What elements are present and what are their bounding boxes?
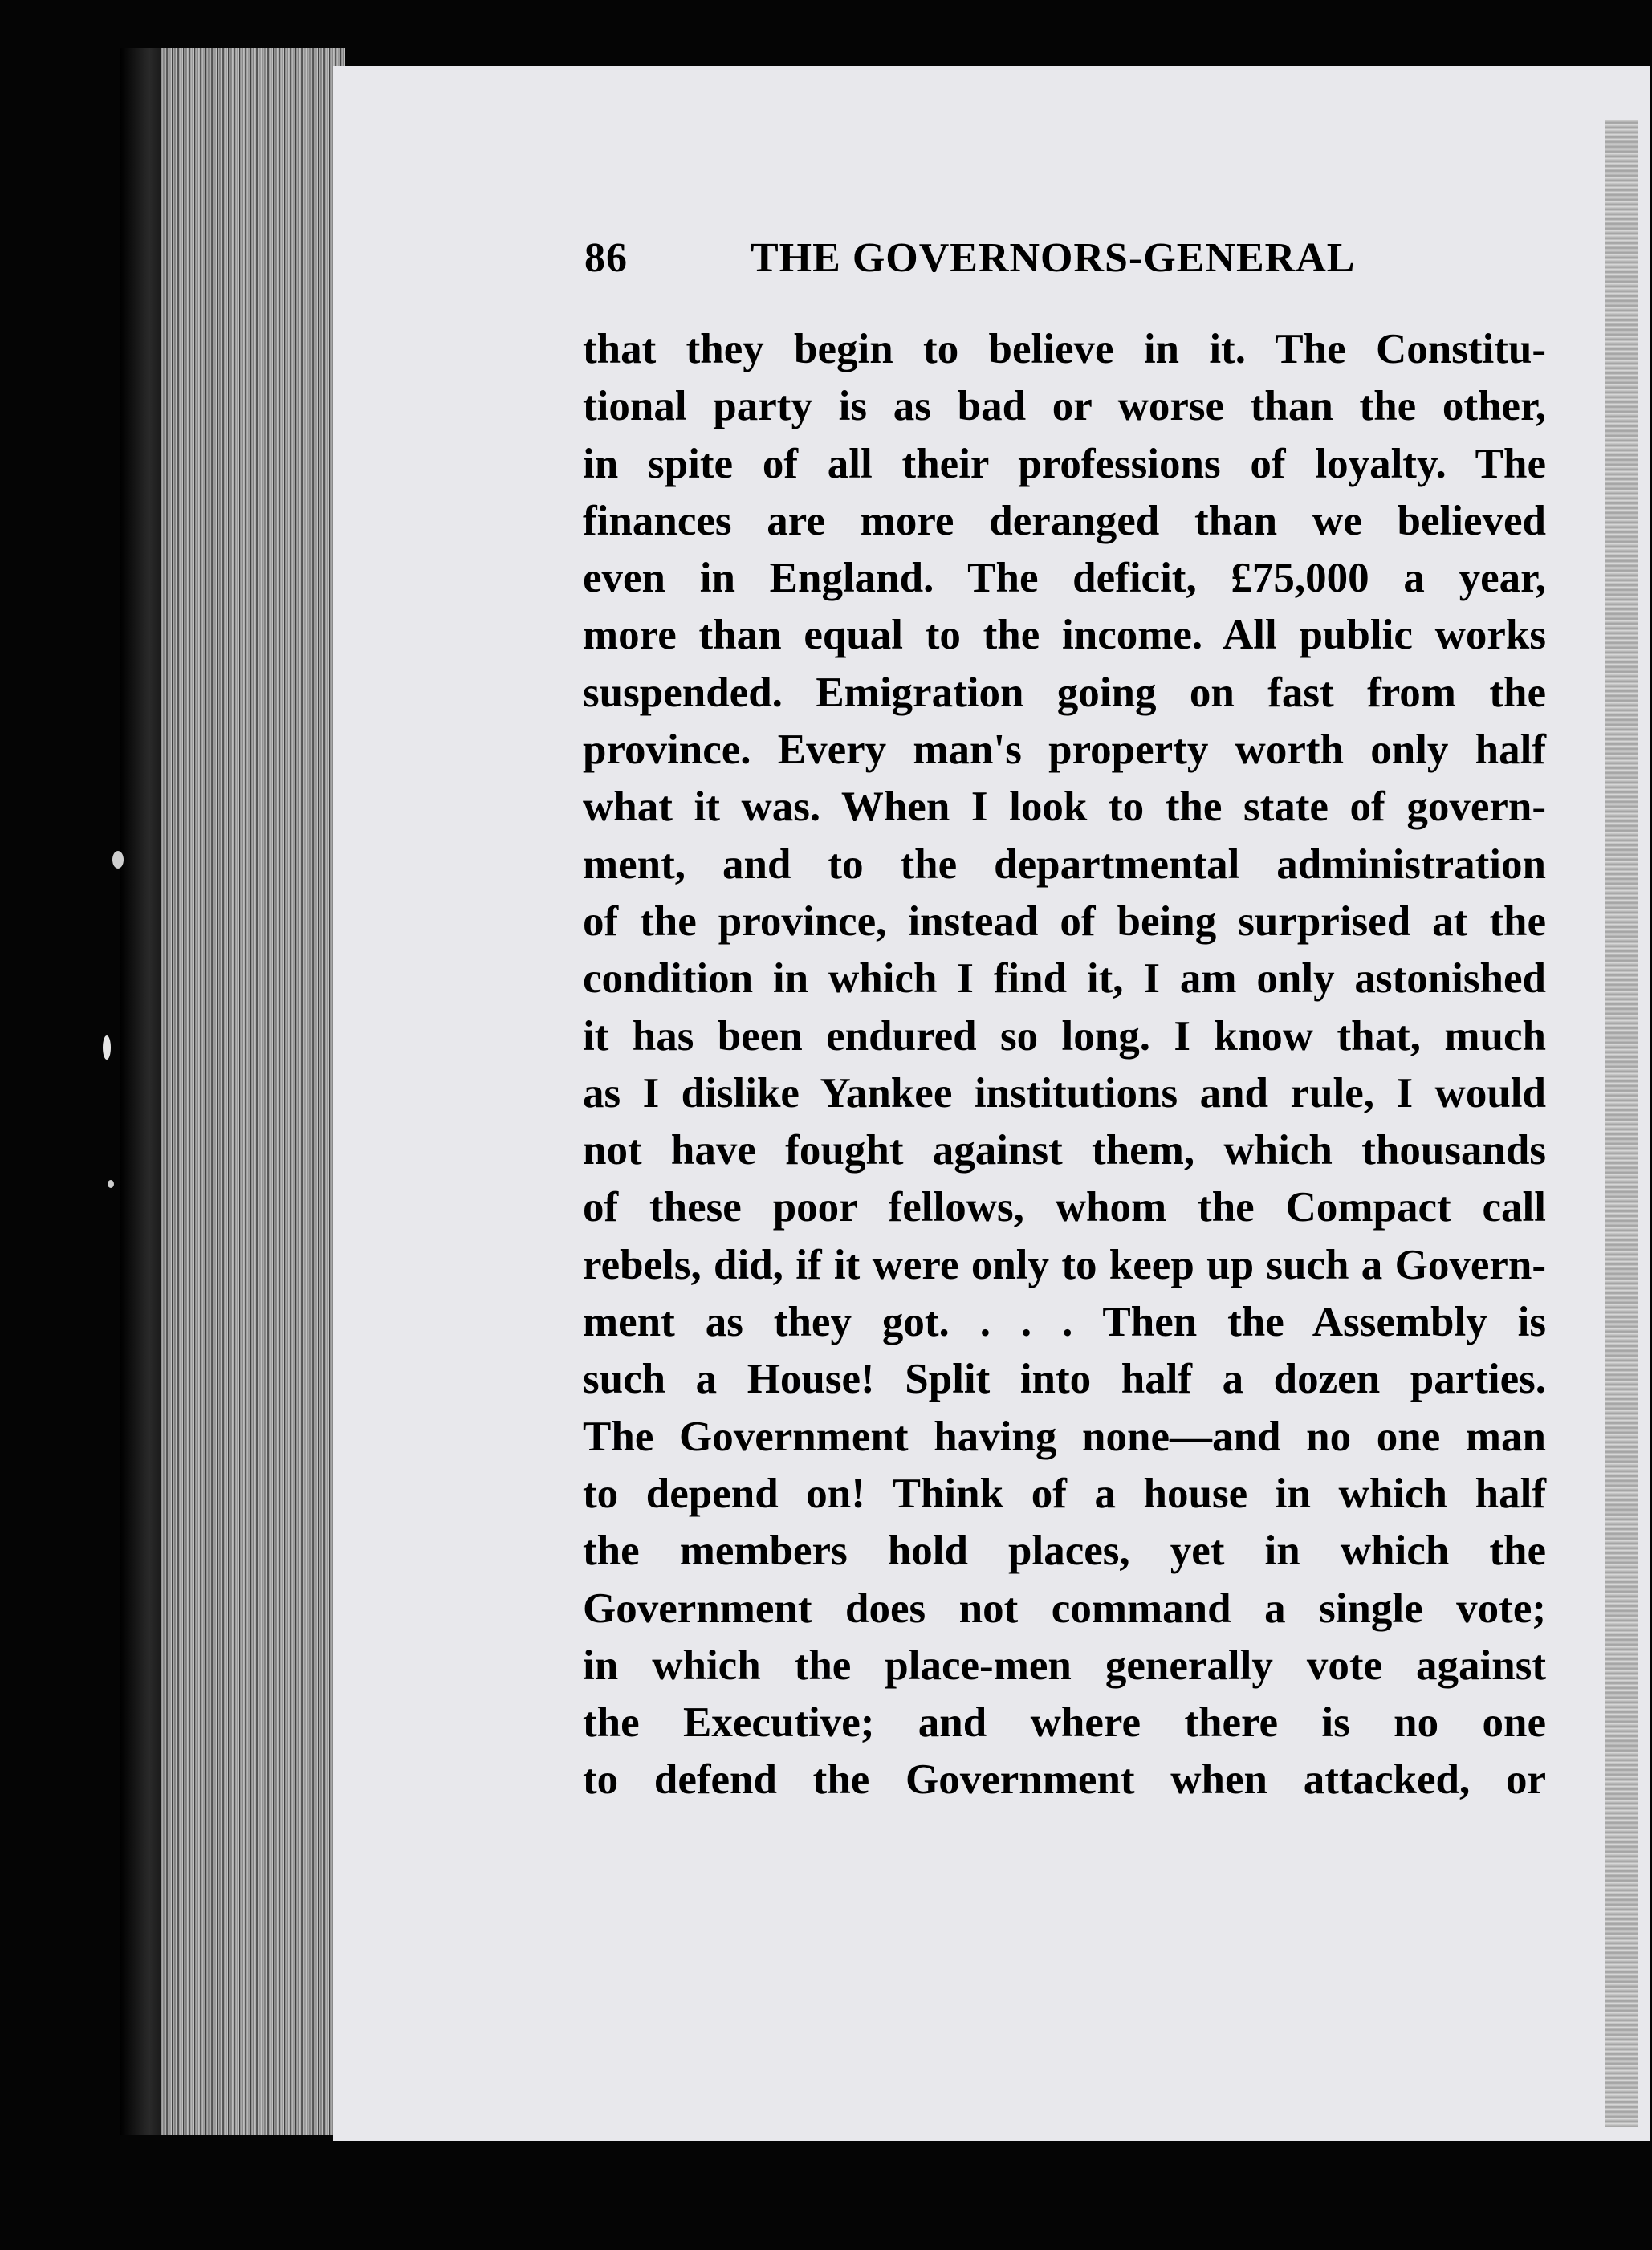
text-line: of these poor fellows, whom the Compact call	[583, 1184, 1546, 1231]
page-number: 86	[584, 235, 628, 281]
text-line: to depend on! Think of a house in which half	[583, 1470, 1546, 1517]
text-line: condition in which I find it, I am only astonished	[583, 955, 1546, 1003]
page-edges-stack	[161, 48, 345, 2135]
text-line: what it was. When I look to the state of govern-	[583, 783, 1546, 831]
text-line: ment as they got. . . . Then the Assembly is	[583, 1299, 1546, 1346]
body-text	[583, 321, 1546, 1809]
text-line: in which the place-men generally vote against	[583, 1642, 1546, 1689]
page-right-edge	[1605, 120, 1638, 2127]
dust-speck	[112, 851, 124, 869]
text-line: it has been endured so long. I know that, much	[583, 1012, 1546, 1060]
dust-speck	[103, 1035, 111, 1060]
text-line: tional party is as bad or worse than the other,	[583, 383, 1546, 430]
text-line: more than equal to the income. All public works	[583, 612, 1546, 659]
text-line: the Executive; and where there is no one	[583, 1699, 1546, 1747]
running-title: THE GOVERNORS-GENERAL	[751, 235, 1356, 281]
text-line: not have fought against them, which thousands	[583, 1127, 1546, 1174]
text-line: rebels, did, if it were only to keep up such a Govern-	[583, 1241, 1546, 1288]
text-line: province. Every man's property worth only half	[583, 726, 1546, 774]
text-line: even in England. The deficit, £75,000 a year,	[583, 555, 1546, 602]
text-line: that they begin to believe in it. The Constitu-	[583, 326, 1546, 372]
dust-speck	[108, 1180, 114, 1188]
text-line: in spite of all their professions of loyalty. The	[583, 440, 1546, 487]
text-line: to defend the Government when attacked, or	[583, 1756, 1546, 1804]
page-header	[584, 234, 1399, 291]
text-line: ment, and to the departmental administration	[583, 840, 1546, 888]
text-line: of the province, instead of being surprised at the	[583, 897, 1546, 945]
text-line: such a House! Split into half a dozen parties.	[583, 1356, 1546, 1403]
text-line: Government does not command a single vote;	[583, 1585, 1546, 1632]
text-line: suspended. Emigration going on fast from the	[583, 669, 1546, 716]
text-line: the members hold places, yet in which the	[583, 1528, 1546, 1575]
text-line: as I dislike Yankee institutions and rule, I would	[583, 1069, 1546, 1117]
text-line: The Government having none—and no one man	[583, 1413, 1546, 1460]
text-line: finances are more deranged than we believed	[583, 497, 1546, 544]
